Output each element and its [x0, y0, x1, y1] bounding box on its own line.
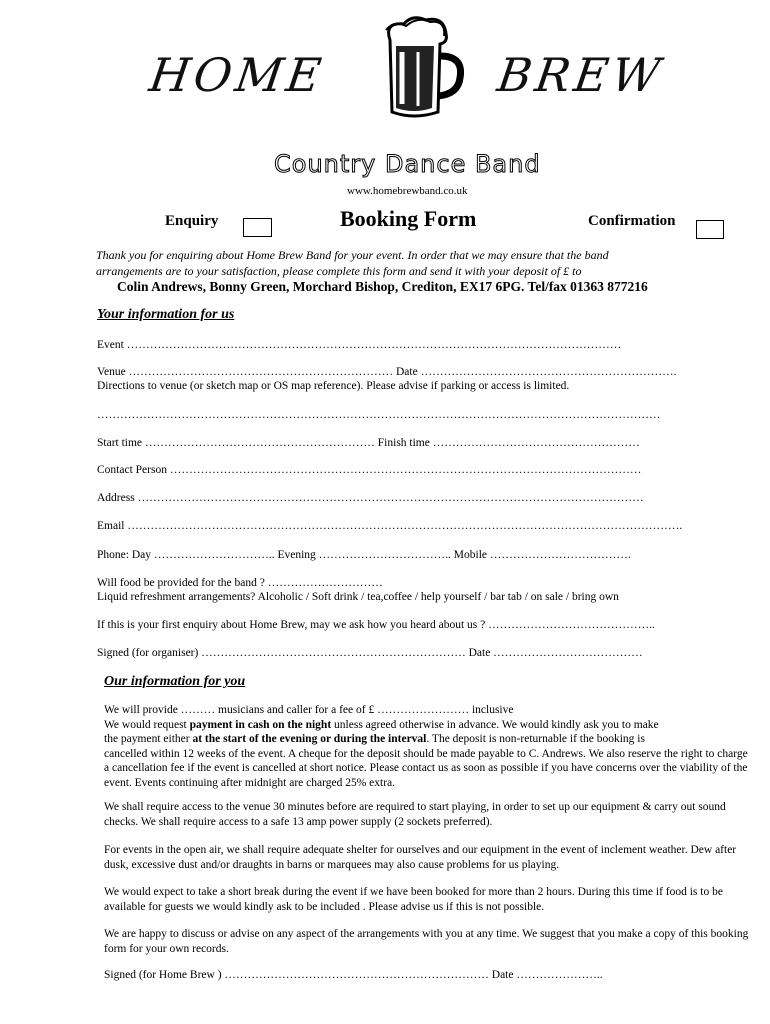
deposit-text: cancelled within 12 weeks of the event. A cheque for the deposit should be made payable to C. Andrews. We also reserve the right to charge a cancellation fee if the event is cancelled at short notice. Please contact us as soon as possible if you have concerns over the viability of the event. Events continuing after midnight are charged 25% extra.	[104, 747, 748, 789]
band-subtitle: Country Dance Band	[274, 150, 541, 178]
payment-timing-bold: at the start of the evening or during the interval	[192, 733, 427, 745]
outdoor-paragraph: For events in the open air, we shall require adequate shelter for ourselves and our equipment in the event of inclement weather. Dew after dusk, excessive dust and/or draughts in barns or marquees may also cause problems for us playing.	[104, 844, 737, 871]
intro-line-2: arrangements are to your satisfaction, please complete this form and send it with your deposit of £ to	[96, 264, 582, 278]
start-finish-time-field[interactable]: Start time …………………………………………………… Finish time ………………………………………………	[97, 437, 640, 449]
payment-terms-bold: payment in cash on the night	[189, 718, 332, 731]
payment-line-1: We would request payment in cash on the night unless agreed otherwise in advance. We would kindly ask you to make	[104, 718, 659, 731]
enquiry-checkbox[interactable]	[243, 218, 272, 237]
first-enquiry-field[interactable]: If this is your first enquiry about Home Brew, may we ask how you heard about us ? ……………………………………..	[97, 619, 655, 631]
confirmation-label: Confirmation	[588, 213, 676, 229]
food-field[interactable]: Will food be provided for the band ? …………………………	[97, 577, 383, 589]
access-paragraph: We shall require access to the venue 30 minutes before are required to start playing, in order to set up our equipment & carry out sound checks. We shall require access to a safe 13 amp power supply (2 sockets preferred).	[104, 801, 726, 828]
contact-person-field[interactable]: Contact Person ……………………………………………………………………………………………………………	[97, 464, 642, 476]
fee-line: We will provide ……… musicians and caller for a fee of £ …………………… inclusive	[104, 704, 514, 716]
event-field[interactable]: Event …………………………………………………………………………………………………………………	[97, 339, 622, 351]
directions-label: Directions to venue (or sketch map or OS map reference). Please advise if parking or access is limited.	[97, 380, 570, 392]
logo-word-home: HOME	[146, 48, 329, 102]
address-field[interactable]: Address ……………………………………………………………………………………………………………………	[97, 492, 644, 504]
refreshment-options[interactable]: Liquid refreshment arrangements? Alcoholic / Soft drink / tea,coffee / help yourself / bar tab / on sale / bring own	[97, 591, 619, 603]
website-text: www.homebrewband.co.uk	[347, 185, 468, 197]
logo-word-brew: BREW	[494, 48, 668, 102]
intro-line-1: Thank you for enquiring about Home Brew Band for your event. In order that we may ensure that the band	[96, 248, 609, 262]
enquiry-label: Enquiry	[165, 213, 219, 229]
fee-paragraph	[104, 703, 752, 790]
your-info-heading: Your information for us	[97, 307, 235, 322]
payment-line-2: the payment either at the start of the evening or during the interval. The deposit is non-returnable if the booking is	[104, 733, 645, 745]
break-paragraph: We would expect to take a short break during the event if we have been booked for more than 2 hours. During this time if food is to be available for guests we would kindly ask to be included . Please advise us if this is not possible.	[104, 886, 723, 913]
email-field[interactable]: Email ……………………………………………………………………………………………………………………………….	[97, 520, 683, 532]
our-info-heading: Our information for you	[104, 674, 246, 689]
confirmation-checkbox[interactable]	[696, 220, 724, 239]
venue-date-field[interactable]: Venue …………………………………………………………… Date ………………………………………………………….	[97, 366, 677, 378]
home-brew-signature-field[interactable]: Signed (for Home Brew ) …………………………………………………………… Date …………………..	[104, 969, 603, 981]
form-title: Booking Form	[340, 206, 477, 231]
postal-address: Colin Andrews, Bonny Green, Morchard Bishop, Crediton, EX17 6PG. Tel/fax 01363 877216	[117, 279, 648, 294]
directions-field[interactable]: …………………………………………………………………………………………………………………………………	[97, 409, 661, 421]
beer-mug-icon	[374, 12, 466, 120]
phone-fields[interactable]: Phone: Day ………………………….. Evening …………………………….. Mobile ……………………………….	[97, 549, 631, 561]
organiser-signature-field[interactable]: Signed (for organiser) …………………………………………………………… Date …………………………………	[97, 647, 643, 659]
discuss-paragraph: We are happy to discuss or advise on any aspect of the arrangements with you at any time. We suggest that you make a copy of this booking form for your own records.	[104, 928, 749, 955]
